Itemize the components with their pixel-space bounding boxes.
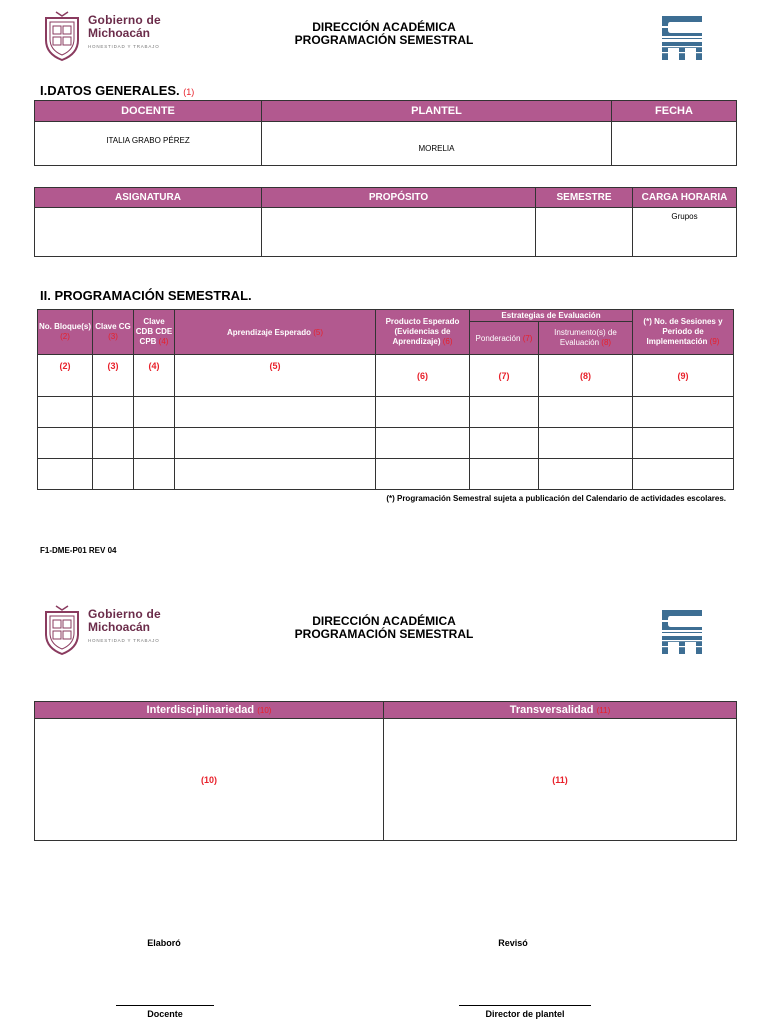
table-cell[interactable]: [633, 459, 734, 490]
table-cell[interactable]: [38, 428, 93, 459]
section1-title: [40, 83, 194, 98]
header-aprendizaje-label: Aprendizaje Esperado: [226, 327, 311, 337]
header-instrumentos: [539, 322, 633, 355]
table-cell[interactable]: [134, 459, 175, 490]
section1-ref: (1): [183, 87, 195, 97]
semester-programming-table: [37, 309, 734, 490]
table-cell[interactable]: [175, 397, 376, 428]
table-cell[interactable]: [38, 459, 93, 490]
header-producto: [376, 310, 470, 355]
header-no-bloque-ref: (2): [60, 332, 70, 341]
header-clave-cdb-ref: (4): [158, 337, 169, 346]
header-semestre: SEMESTRE: [536, 188, 633, 208]
page-title: [0, 21, 768, 47]
ref-cell-2: (2): [38, 355, 93, 397]
header-transversalidad-label: Transversalidad: [509, 704, 594, 716]
header-fecha: FECHA: [612, 101, 737, 122]
gov-name-line1: Gobierno de: [88, 607, 161, 621]
value-asignatura[interactable]: [35, 208, 262, 257]
header-clave-cg-label: Clave CG: [95, 322, 131, 331]
value-plantel[interactable]: MORELIA: [262, 122, 612, 166]
header-instrumentos-label: Instrumento(s) de Evaluación: [554, 328, 617, 347]
signature-elaboro-label: Elaboró: [147, 938, 181, 948]
ref-cell-9: (9): [633, 355, 734, 397]
page-title-line2: PROGRAMACIÓN SEMESTRAL: [294, 627, 474, 641]
table-cell[interactable]: [539, 397, 633, 428]
table-cell[interactable]: [376, 459, 470, 490]
header-sesiones-ref: (9): [709, 337, 720, 346]
header-interdisciplinariedad-ref: (10): [257, 706, 272, 715]
scheduling-note: (*) Programación Semestral sujeta a publicación del Calendario de actividades escolares.: [386, 494, 726, 503]
table-cell[interactable]: [93, 459, 134, 490]
table-cell[interactable]: [93, 397, 134, 428]
value-grupos[interactable]: Grupos: [633, 208, 737, 257]
signature-reviso-label: Revisó: [498, 938, 528, 948]
table-cell[interactable]: [93, 428, 134, 459]
page-title-line1: DIRECCIÓN ACADÉMICA: [312, 614, 456, 628]
gov-name-line2: Michoacán: [88, 26, 151, 40]
table-cell[interactable]: [134, 428, 175, 459]
header-plantel: PLANTEL: [262, 101, 612, 122]
institution-logo-icon: [658, 12, 708, 64]
header-no-bloque-label: No. Bloque(s): [39, 322, 91, 331]
table-cell[interactable]: [376, 397, 470, 428]
header-clave-cdb: [134, 310, 175, 355]
value-interdisciplinariedad[interactable]: (10): [35, 719, 384, 841]
section2-title: II. PROGRAMACIÓN SEMESTRAL.: [40, 288, 252, 303]
value-proposito[interactable]: [262, 208, 536, 257]
header-clave-cdb-label: Clave CDB CDE CPB: [135, 317, 173, 346]
table-cell[interactable]: [470, 459, 539, 490]
general-data-table: [34, 100, 737, 166]
header-asignatura: ASIGNATURA: [35, 188, 262, 208]
header-ponderacion: [470, 322, 539, 355]
ref-cell-5: (5): [175, 355, 376, 397]
table-cell[interactable]: [175, 459, 376, 490]
table-cell[interactable]: [134, 397, 175, 428]
section1-title-text: I.DATOS GENERALES.: [40, 83, 180, 98]
form-code: F1-DME-P01 REV 04: [40, 546, 117, 555]
table-row: [38, 428, 734, 459]
ref-cell-3: (3): [93, 355, 134, 397]
ref-cell-8: (8): [539, 355, 633, 397]
gov-name-line1: Gobierno de: [88, 13, 161, 27]
value-semestre[interactable]: [536, 208, 633, 257]
table-cell[interactable]: [470, 428, 539, 459]
header-instrumentos-ref: (8): [601, 338, 612, 347]
signature-docente-label: Docente: [147, 1009, 183, 1019]
signature-line-docente[interactable]: [116, 1005, 214, 1006]
header-sesiones: [633, 310, 734, 355]
header-carga-horaria: CARGA HORARIA: [633, 188, 737, 208]
interdisciplinary-table: [34, 701, 737, 841]
page-title-line1: DIRECCIÓN ACADÉMICA: [312, 20, 456, 34]
subject-data-table: [34, 187, 737, 257]
gov-slogan: HONESTIDAD Y TRABAJO: [88, 44, 160, 49]
header-ponderacion-ref: (7): [522, 333, 533, 343]
header-producto-label: Producto Esperado (Evidencias de Aprendizaje): [385, 317, 460, 346]
cobach-logo: [658, 12, 708, 62]
signature-line-director[interactable]: [459, 1005, 591, 1006]
table-row: [38, 459, 734, 490]
header-docente: DOCENTE: [35, 101, 262, 122]
header-clave-cg: [93, 310, 134, 355]
header-aprendizaje: [175, 310, 376, 355]
ref-cell-6: (6): [376, 355, 470, 397]
header-clave-cg-ref: (3): [108, 332, 118, 341]
header-aprendizaje-ref: (5): [313, 327, 324, 337]
table-cell[interactable]: [38, 397, 93, 428]
table-cell[interactable]: [633, 428, 734, 459]
value-transversalidad[interactable]: (11): [384, 719, 737, 841]
table-cell[interactable]: [539, 459, 633, 490]
ref-cell-7: (7): [470, 355, 539, 397]
cobach-logo: [658, 606, 708, 656]
value-docente[interactable]: ITALIA GRABO PÉREZ: [35, 122, 262, 166]
table-cell[interactable]: [470, 397, 539, 428]
page-title-line2: PROGRAMACIÓN SEMESTRAL: [294, 33, 474, 47]
header-producto-ref: (6): [442, 337, 453, 346]
table-cell[interactable]: [633, 397, 734, 428]
page-title: [0, 615, 768, 641]
header-transversalidad: [384, 702, 737, 719]
table-cell[interactable]: [539, 428, 633, 459]
table-cell[interactable]: [376, 428, 470, 459]
institution-logo-icon: [658, 606, 708, 658]
gov-slogan: HONESTIDAD Y TRABAJO: [88, 638, 160, 643]
table-row: [38, 397, 734, 428]
header-proposito: PROPÓSITO: [262, 188, 536, 208]
header-interdisciplinariedad: [35, 702, 384, 719]
header-estrategias: Estrategias de Evaluación: [470, 310, 633, 322]
signature-director-label: Director de plantel: [485, 1009, 565, 1019]
header-transversalidad-ref: (11): [596, 706, 611, 715]
value-fecha[interactable]: [612, 122, 737, 166]
header-interdisciplinariedad-label: Interdisciplinariedad: [146, 704, 255, 716]
table-cell[interactable]: [175, 428, 376, 459]
gov-name-line2: Michoacán: [88, 620, 151, 634]
ref-cell-4: (4): [134, 355, 175, 397]
header-ponderacion-label: Ponderación: [475, 333, 521, 343]
header-no-bloque: [38, 310, 93, 355]
header-sesiones-label: (*) No. de Sesiones y Periodo de Implementación: [643, 317, 723, 346]
